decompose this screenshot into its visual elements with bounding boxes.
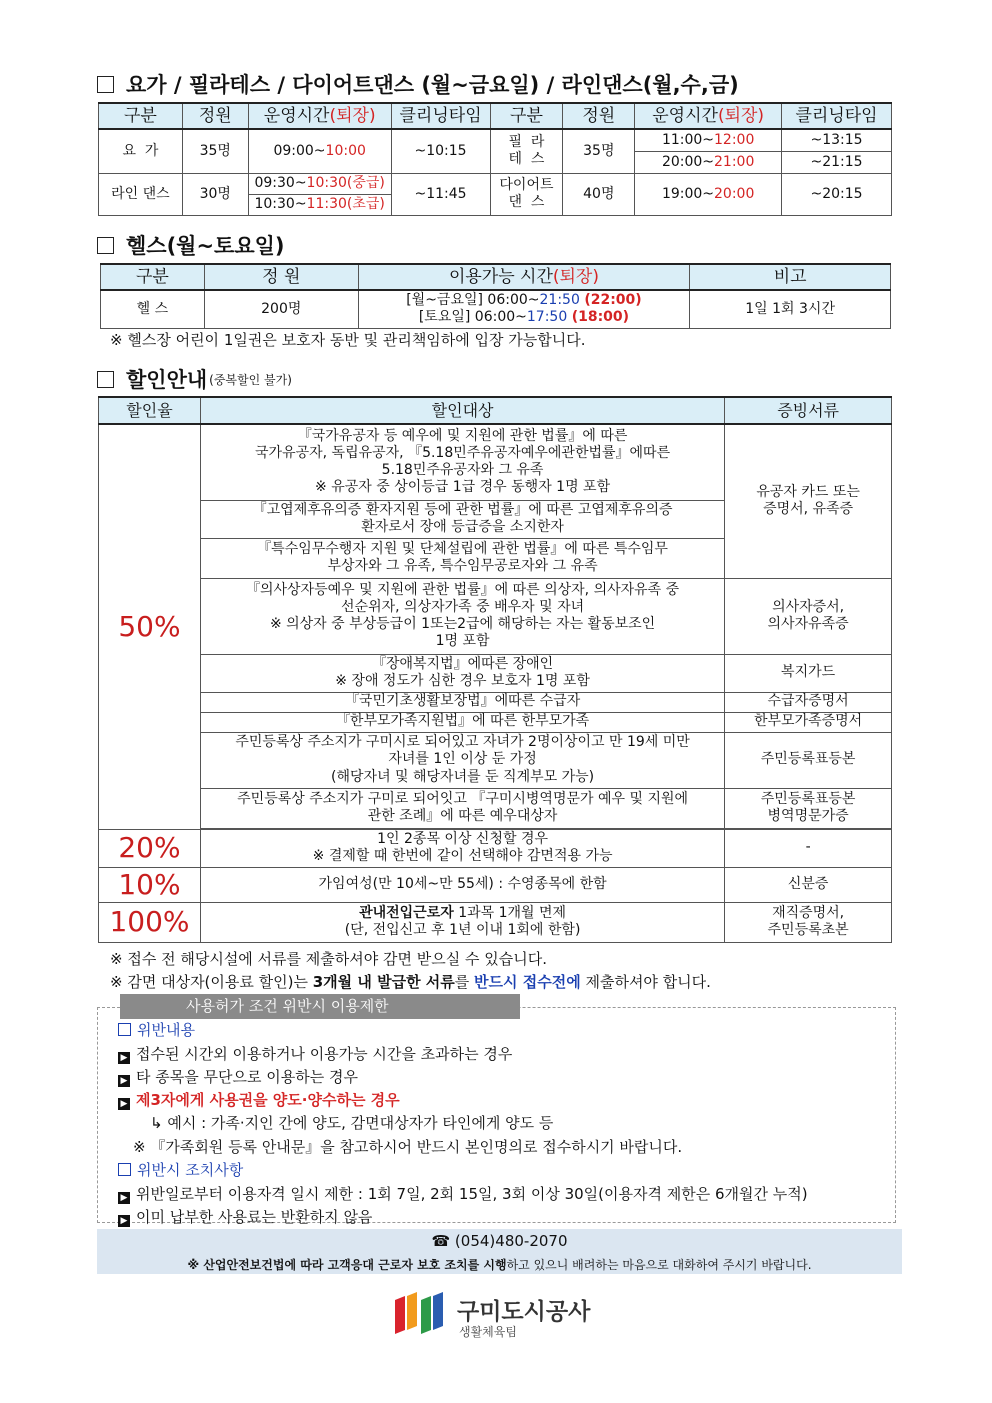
table-row: 『장애복지법』에따른 장애인 ※ 장애 정도가 심한 경우 보호자 1명 포함 복지가드 (99, 654, 892, 692)
checkbox-icon (97, 371, 114, 388)
table-row: 『특수임무수행자 지원 및 단체설립에 관한 법률』에 따른 특수임무 부상자와 그 유족, 특수임무공로자와 그 유족 (99, 538, 892, 578)
table-header: 할인율 할인대상 증빙서류 (99, 397, 892, 424)
arrow-box-icon: ▶ (118, 1075, 130, 1087)
notice-line-2: ※ 감면 대상자(이용료 할인)는 3개월 내 발급한 서류를 반드시 접수전에 제출하셔야 합니다. (110, 973, 711, 991)
footer-message: ※ 산업안전보건법에 따라 고객응대 근로자 보호 조치를 시행하고 있으니 배려하는 마음으로 대화하여 주시기 바랍니다. (187, 1258, 812, 1272)
violation-heading: 위반내용 (118, 1019, 195, 1040)
arrow-box-icon: ▶ (118, 1192, 130, 1204)
table-row: 라인 댄스 30명 09:30~10:30(중급) ~11:45 다이어트 댄 스 40명 19:00~20:00 ~20:15 (99, 173, 892, 194)
section-title-health: 헬스(월~토요일) (97, 230, 285, 260)
arrow-box-icon: ▶ (118, 1098, 130, 1110)
company-name: 구미도시공사 (457, 1299, 591, 1325)
table-row: 『국민기초생활보장법』에따른 수급자 수급자증명서 (99, 692, 892, 712)
list-item: ▶ 이미 납부한 사용료는 반환하지 않음 (118, 1206, 372, 1227)
table-row: 『고엽제후유의증 환자지원 등에 관한 법률』에 따른 고엽제후유의증 환자로서 장애 등급증을 소지한자 (99, 500, 892, 538)
arrow-box-icon: ▶ (118, 1215, 130, 1227)
discount-rate: 50% (99, 424, 201, 829)
team-name: 생활체육팀 (459, 1325, 517, 1339)
table-header: 구분 정 원 이용가능 시간(퇴장) 비고 (101, 264, 891, 290)
table-row: 20% 1인 2종목 이상 신청할 경우 ※ 결제할 때 한번에 같이 선택해야 감면적용 가능 - (99, 829, 892, 867)
penalty-title: 사용허가 조건 위반시 이용제한 (120, 994, 520, 1019)
phone-number: ☎ (054)480-2070 (431, 1232, 568, 1250)
table-row: 주민등록상 주소지가 구미시로 되어있고 자녀가 2명이상이고 만 19세 미만 자녀를 1인 이상 둔 가정 (해당자녀 및 해당자녀를 둔 직계부모 가능) 주민등록표등본 (99, 732, 892, 788)
footer-bar (97, 1229, 902, 1274)
checkbox-icon (118, 1163, 131, 1176)
checkbox-icon (118, 1023, 131, 1036)
list-item: ▶ 접수된 시간외 이용하거나 이용가능 시간을 초과하는 경우 (118, 1043, 512, 1064)
table-row: 10% 가임여성(만 10세~만 55세) : 수영종목에 한함 신분증 (99, 867, 892, 902)
table-row: 요 가 35명 09:00~10:00 ~10:15 필 라 테 스 35명 11:00~12:00 ~13:15 (99, 129, 892, 151)
table-row: 『의사상자등예우 및 지원에 관한 법률』에 따른 의상자, 의사자유족 중 선순위자, 의상자가족 중 배우자 및 자녀 ※ 의상자 중 부상등급이 1또는2급에 해당하는 자는 활동보조인 1명 포함 의사자증서, 의사자유족증 (99, 578, 892, 654)
table-row: 헬 스 200명 [월~금요일] 06:00~21:50 (22:00) [토요일] 06:00~17:50 (18:00) 1일 1회 3시간 (101, 290, 891, 328)
list-item-example: ↳ 예시 : 가족·지인 간에 양도, 감면대상자가 타인에게 양도 등 (150, 1114, 554, 1132)
section-title-discount: 할인안내 (중복할인 불가) (97, 364, 292, 394)
discount-rate: 10% (99, 867, 201, 902)
discount-rate: 20% (99, 829, 201, 867)
list-item-note: ※ 『가족회원 등록 안내문』을 참고하시어 반드시 본인명의로 접수하시기 바랍니다. (133, 1138, 683, 1156)
table-row: 주민등록상 주소지가 구미로 되어잇고 『구미시병역명문가 예우 및 지원에 관한 조례』에 따른 예우대상자 주민등록표등본 병역명문가증 (99, 788, 892, 828)
health-note: ※ 헬스장 어린이 1일권은 보호자 동반 및 관리책임하에 입장 가능합니다. (110, 331, 586, 349)
checkbox-icon (97, 237, 114, 254)
logo (393, 1290, 591, 1342)
table-row: 100% 관내전입근로자 1과목 1개월 면제 (단, 전입신고 후 1년 이내 1회에 한함) 재직증명서, 주민등록초본 (99, 902, 892, 942)
table-row: 50% 『국가유공자 등 예우에 및 지원에 관한 법률』에 따른 국가유공자, 독립유공자, 『5.18민주유공자예우에관한법률』에따른 5.18민주유공자와 그 유족 ※ 유공자 중 상이등급 1급 경우 동행자 1명 포함 유공자 카드 또는 증명서, 유족증 (99, 424, 892, 500)
checkbox-icon (97, 76, 114, 93)
table-header: 구분 정원 운영시간(퇴장) 클리닝타임 구분 정원 운영시간(퇴장) 클리닝타임 (99, 103, 892, 129)
notice-line-1: ※ 접수 전 해당시설에 서류를 제출하셔야 감면 받으실 수 있습니다. (110, 950, 547, 968)
company-logo-icon (393, 1290, 449, 1338)
section-title-classes: 요가 / 필라테스 / 다이어트댄스 (월~금요일) / 라인댄스(월,수,금) (97, 69, 739, 99)
table-row: 20:00~21:00 ~21:15 (99, 151, 892, 173)
discount-table (98, 396, 892, 943)
classes-schedule-table (98, 102, 892, 216)
arrow-box-icon: ▶ (118, 1052, 130, 1064)
list-item: ▶ 제3자에게 사용권을 양도·양수하는 경우 (118, 1089, 400, 1110)
discount-rate: 100% (99, 902, 201, 942)
list-item: ▶ 위반일로부터 이용자격 일시 제한 : 1회 7일, 2회 15일, 3회 이상 30일(이용자격 제한은 6개월간 누적) (118, 1183, 808, 1204)
table-row: 『한부모가족지원법』에 따른 한부모가족 한부모가족증명서 (99, 712, 892, 732)
table-row: 10:30~11:30(초급) (99, 194, 892, 215)
action-heading: 위반시 조치사항 (118, 1159, 243, 1180)
health-schedule-table (100, 263, 891, 329)
list-item: ▶ 타 종목을 무단으로 이용하는 경우 (118, 1066, 358, 1087)
